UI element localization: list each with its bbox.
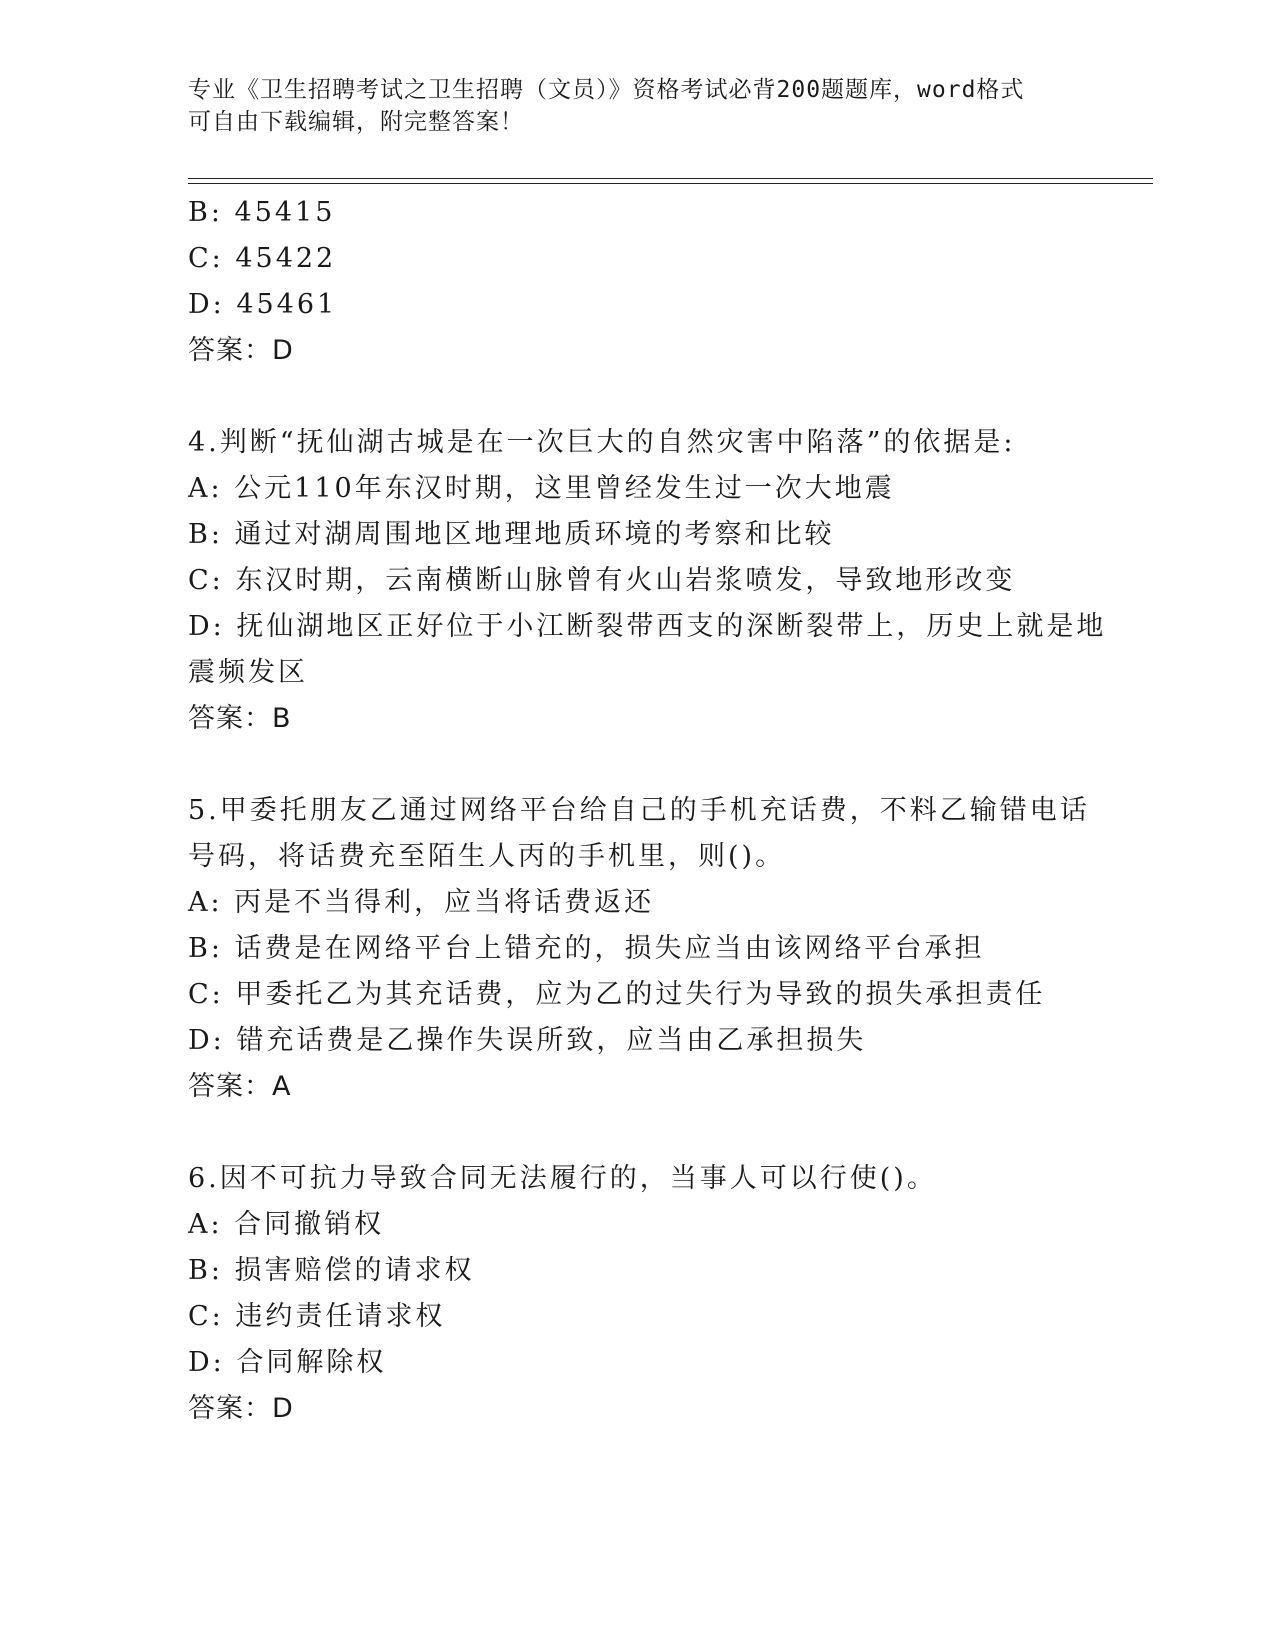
option-d: D: 抚仙湖地区正好位于小江断裂带西支的深断裂带上，历史上就是地 [188, 611, 1107, 642]
option-a: A: 合同撤销权 [188, 1209, 385, 1240]
question-text: 5.甲委托朋友乙通过网络平台给自己的手机充话费，不料乙输错电话 [188, 795, 1090, 826]
option-c: C: 东汉时期，云南横断山脉曾有火山岩浆喷发，导致地形改变 [188, 565, 1016, 596]
question-content [188, 190, 1107, 1432]
option-c: C: 违约责任请求权 [188, 1301, 446, 1332]
header-title-line-2: 可自由下载编辑，附完整答案！ [188, 109, 524, 135]
answer: 答案：D [188, 1393, 294, 1424]
question-text: 4.判断“抚仙湖古城是在一次巨大的自然灾害中陷落”的依据是: [188, 427, 1016, 458]
option-d: D: 合同解除权 [188, 1347, 387, 1378]
answer: 答案：A [188, 1071, 292, 1102]
question-3-tail [188, 190, 1088, 374]
question-text: 6.因不可抗力导致合同无法履行的，当事人可以行使()。 [188, 1163, 937, 1194]
option-d: D: 45461 [188, 289, 338, 320]
spacer [188, 1110, 1088, 1156]
document-header [188, 74, 1088, 138]
answer: 答案：D [188, 335, 294, 366]
option-b: B: 通过对湖周围地区地理地质环境的考察和比较 [188, 519, 835, 550]
question-text-continued: 号码，将话费充至陌生人丙的手机里，则()。 [188, 841, 786, 872]
spacer [188, 742, 1088, 788]
question-4 [188, 420, 1107, 742]
header-title-line-1: 专业《卫生招聘考试之卫生招聘（文员）》资格考试必背200题题库，word格式 [188, 77, 1025, 103]
option-d-continued: 震频发区 [188, 657, 308, 688]
option-a: A: 公元110年东汉时期，这里曾经发生过一次大地震 [188, 473, 895, 504]
option-b: B: 损害赔偿的请求权 [188, 1255, 475, 1286]
question-6 [188, 1156, 1088, 1432]
option-d: D: 错充话费是乙操作失误所致，应当由乙承担损失 [188, 1025, 867, 1056]
question-5 [188, 788, 1088, 1110]
option-c: C: 甲委托乙为其充话费，应为乙的过失行为导致的损失承担责任 [188, 979, 1046, 1010]
option-c: C: 45422 [188, 243, 337, 274]
header-divider-top [188, 178, 1153, 179]
answer: 答案：B [188, 703, 292, 734]
option-a: A: 丙是不当得利，应当将话费返还 [188, 887, 655, 918]
option-b: B: 话费是在网络平台上错充的，损失应当由该网络平台承担 [188, 933, 985, 964]
option-b: B: 45415 [188, 197, 336, 228]
spacer [188, 374, 1088, 420]
header-divider-bottom [188, 183, 1153, 184]
